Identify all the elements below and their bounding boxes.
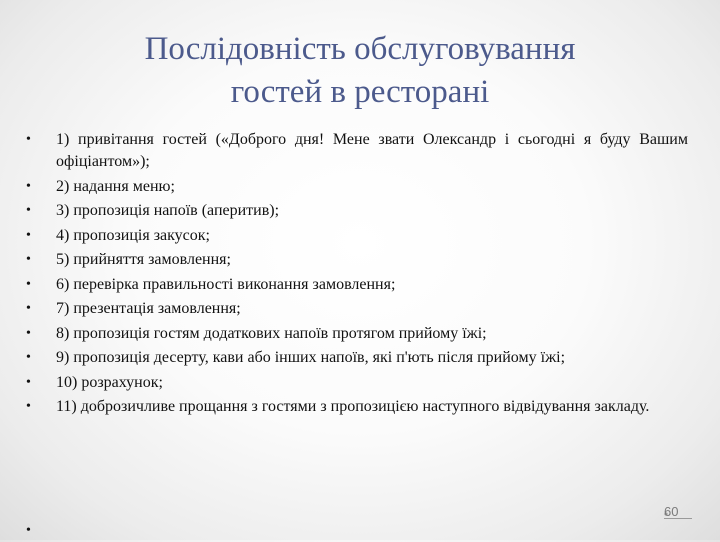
steps-list bbox=[26, 129, 688, 421]
list-item-text: 2) надання меню; bbox=[56, 177, 175, 195]
empty-bullet-icon: • bbox=[26, 523, 31, 538]
list-item bbox=[26, 274, 688, 296]
list-item-text: 4) пропозиція закусок; bbox=[56, 226, 210, 244]
bullet-icon: • bbox=[26, 374, 31, 390]
list-item bbox=[26, 129, 688, 173]
list-item bbox=[26, 176, 688, 198]
list-item-text: 6) перевірка правильності виконання замовлення; bbox=[56, 275, 396, 293]
list-item-text: 5) прийняття замовлення; bbox=[56, 251, 231, 268]
bullet-icon: • bbox=[26, 325, 31, 341]
list-item bbox=[26, 249, 688, 271]
list-item bbox=[26, 200, 688, 222]
bullet-icon: • bbox=[26, 227, 31, 243]
list-item-text: 11) доброзичливе прощання з гостями з пропозицією наступного відвідування закладу. bbox=[56, 398, 650, 415]
bullet-icon: • bbox=[26, 178, 31, 194]
bullet-icon: • bbox=[26, 276, 31, 292]
slide-title-line-1: Послідовність обслуговування bbox=[144, 31, 576, 67]
bullet-icon: • bbox=[26, 301, 31, 316]
list-item-text: 3) пропозиція напоїв (аперитив); bbox=[56, 202, 280, 219]
bullet-icon: • bbox=[26, 203, 31, 218]
list-item-text: 1) привітання гостей («Доброго дня! Мене звати Олександр і сьогодні я буду Вашим офіціантом»); bbox=[56, 131, 688, 170]
list-item bbox=[26, 225, 688, 247]
list-item bbox=[26, 372, 688, 394]
list-item bbox=[26, 323, 688, 345]
list-item bbox=[26, 298, 688, 320]
bullet-icon: • bbox=[26, 399, 31, 414]
bullet-icon: • bbox=[26, 252, 31, 267]
list-item-text: 10) розрахунок; bbox=[56, 373, 163, 391]
list-item-text: 9) пропозиція десерту, кави або інших напоїв, які п'ють після прийому їжі; bbox=[56, 349, 566, 366]
list-item-text: 8) пропозиція гостям додаткових напоїв протягом прийому їжі; bbox=[56, 324, 487, 342]
list-item bbox=[26, 396, 688, 418]
slide-title-line-2: гостей в ресторані bbox=[230, 74, 490, 110]
slide-title bbox=[60, 28, 660, 114]
page-number: 60 bbox=[664, 504, 679, 519]
list-item bbox=[26, 347, 688, 369]
bullet-icon: • bbox=[26, 350, 31, 365]
bullet-icon: • bbox=[26, 132, 31, 147]
list-item-text: 7) презентація замовлення; bbox=[56, 300, 241, 317]
